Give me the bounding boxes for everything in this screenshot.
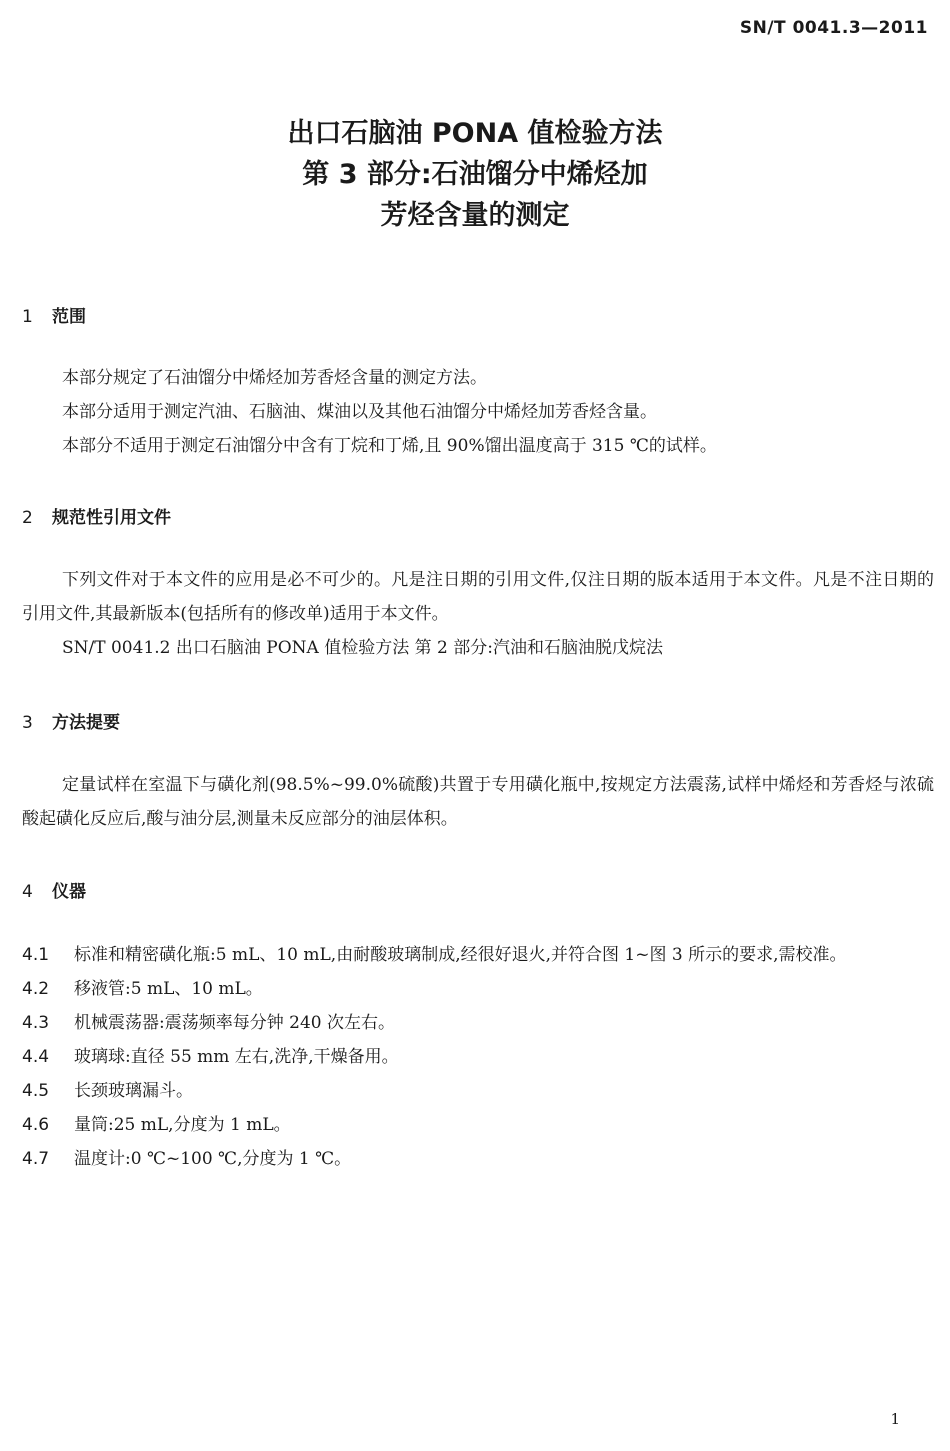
normative-reference: SN/T 0041.2 出口石脑油 PONA 值检验方法 第 2 部分:汽油和石脑油脱戊烷法 bbox=[62, 638, 663, 658]
section-3-body bbox=[22, 768, 934, 836]
page-number: 1 bbox=[890, 1410, 900, 1428]
section-number: 2 bbox=[22, 508, 33, 528]
clause-number: 4.5 bbox=[22, 1081, 50, 1101]
clause-item bbox=[22, 1006, 934, 1040]
paragraph: 本部分适用于测定汽油、石脑油、煤油以及其他石油馏分中烯烃加芳香烃含量。 bbox=[62, 402, 657, 422]
title-line-3: 芳烃含量的测定 bbox=[380, 200, 570, 231]
section-2-heading bbox=[22, 503, 171, 528]
clause-number: 4.2 bbox=[22, 979, 50, 999]
clause-number: 4.7 bbox=[22, 1149, 50, 1169]
clause-text: 机械震荡器:震荡频率每分钟 240 次左右。 bbox=[74, 1013, 395, 1033]
section-number: 1 bbox=[22, 307, 33, 327]
clause-number: 4.1 bbox=[22, 945, 50, 965]
clause-text: 温度计:0 ℃~100 ℃,分度为 1 ℃。 bbox=[74, 1149, 352, 1169]
section-title: 方法提要 bbox=[52, 713, 120, 733]
section-title: 范围 bbox=[52, 307, 86, 327]
clause-item bbox=[22, 1040, 934, 1074]
section-number: 3 bbox=[22, 713, 33, 733]
paragraph: 下列文件对于本文件的应用是必不可少的。凡是注日期的引用文件,仅注日期的版本适用于本文件。凡是不注日期的引用文件,其最新版本(包括所有的修改单)适用于本文件。 bbox=[22, 570, 934, 624]
section-title: 规范性引用文件 bbox=[52, 508, 171, 528]
clause-text: 玻璃球:直径 55 mm 左右,洗净,干燥备用。 bbox=[74, 1047, 399, 1067]
clause-number: 4.6 bbox=[22, 1115, 50, 1135]
section-3-heading bbox=[22, 708, 120, 733]
clause-item bbox=[22, 1074, 934, 1108]
standard-code: SN/T 0041.3—2011 bbox=[739, 18, 928, 38]
section-4-items bbox=[22, 938, 934, 1176]
clause-item bbox=[22, 972, 934, 1006]
paragraph: 本部分规定了石油馏分中烯烃加芳香烃含量的测定方法。 bbox=[62, 368, 487, 388]
clause-text: 标准和精密磺化瓶:5 mL、10 mL,由耐酸玻璃制成,经很好退火,并符合图 1~图 3 所示的要求,需校准。 bbox=[74, 945, 847, 965]
clause-text: 量筒:25 mL,分度为 1 mL。 bbox=[74, 1115, 291, 1135]
title-line-1: 出口石脑油 PONA 值检验方法 bbox=[287, 118, 663, 149]
title-line-2: 第 3 部分:石油馏分中烯烃加 bbox=[302, 159, 648, 190]
clause-number: 4.3 bbox=[22, 1013, 50, 1033]
section-number: 4 bbox=[22, 882, 33, 902]
paragraph: 本部分不适用于测定石油馏分中含有丁烷和丁烯,且 90%馏出温度高于 315 ℃的试样。 bbox=[62, 436, 717, 456]
section-1-heading bbox=[22, 302, 86, 327]
clause-item bbox=[22, 1108, 934, 1142]
clause-number: 4.4 bbox=[22, 1047, 50, 1067]
section-title: 仪器 bbox=[52, 882, 86, 902]
clause-item bbox=[22, 1142, 934, 1176]
clause-text: 移液管:5 mL、10 mL。 bbox=[74, 979, 263, 999]
section-2-body bbox=[22, 563, 934, 665]
paragraph: 定量试样在室温下与磺化剂(98.5%~99.0%硫酸)共置于专用磺化瓶中,按规定方法震荡,试样中烯烃和芳香烃与浓硫酸起磺化反应后,酸与油分层,测量未反应部分的油层体积。 bbox=[22, 775, 934, 829]
document-title bbox=[0, 113, 950, 236]
section-1-body bbox=[22, 361, 934, 463]
section-4-heading bbox=[22, 877, 86, 902]
clause-text: 长颈玻璃漏斗。 bbox=[74, 1081, 193, 1101]
clause-item bbox=[22, 938, 934, 972]
